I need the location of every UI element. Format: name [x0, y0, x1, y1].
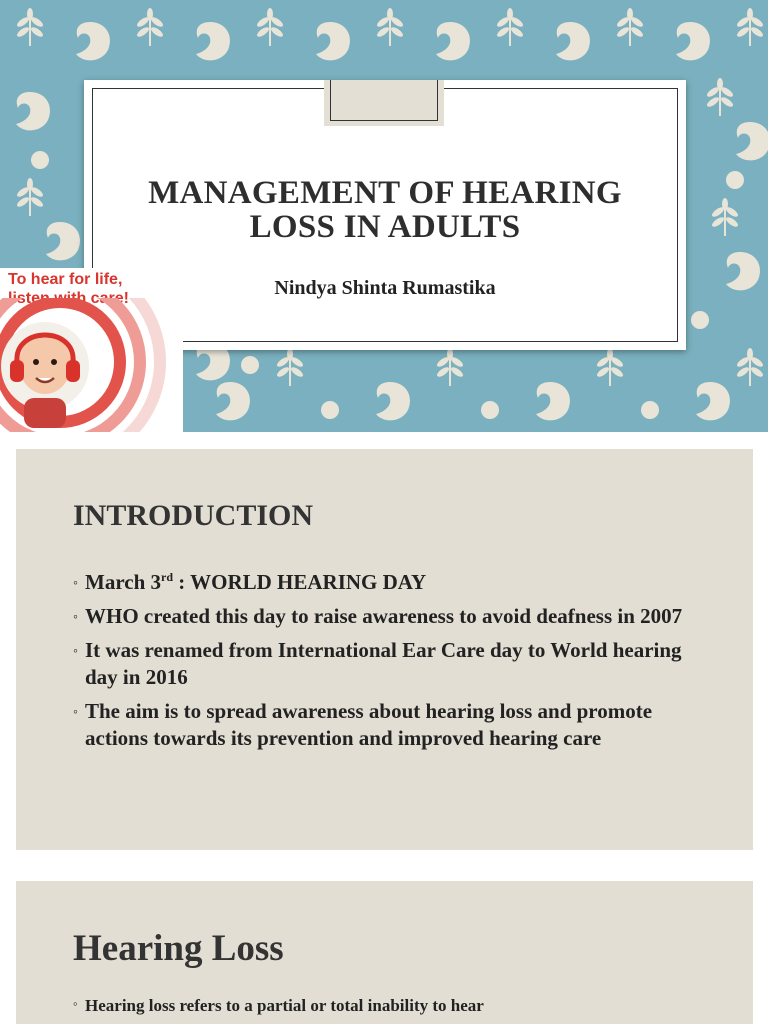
- headphone-left-icon: [10, 360, 24, 382]
- title-slide: [0, 0, 768, 432]
- introduction-bullet-list: [73, 569, 713, 759]
- bullet-marker-icon: ◦: [73, 610, 78, 625]
- slide-heading: Hearing Loss: [73, 928, 284, 969]
- presentation-author: Nindya Shinta Rumastika: [274, 277, 496, 299]
- bullet-marker-icon: ◦: [73, 705, 78, 720]
- promo-slogan: To hear for life, listen with care!: [8, 271, 129, 307]
- headphone-right-icon: [66, 360, 80, 382]
- slide-heading: INTRODUCTION: [73, 499, 314, 532]
- presentation-title: MANAGEMENT OF HEARING LOSS IN ADULTS: [148, 175, 622, 245]
- bullet-marker-icon: ◦: [73, 644, 78, 659]
- introduction-slide: [16, 449, 753, 850]
- list-item: ◦ Hearing loss refers to a partial or total inability to hear: [73, 996, 484, 1015]
- hearing-loss-slide: [16, 881, 753, 1024]
- list-item: ◦ The aim is to spread awareness about hearing loss and promote actions towards its prevention and improved hearing care: [73, 699, 653, 750]
- child-headphones-illustration: [0, 298, 183, 432]
- pattern-row-1: [16, 8, 765, 60]
- pattern-row-4: [196, 342, 764, 420]
- list-item: ◦ March 3rd : WORLD HEARING DAY: [73, 569, 713, 596]
- list-item: ◦ It was renamed from International Ear Care day to World hearing day in 2016: [73, 638, 682, 689]
- title-card-tab: [324, 80, 444, 126]
- hearing-day-promo-image: [0, 268, 183, 432]
- bullet-marker-icon: ◦: [73, 576, 78, 591]
- list-item: ◦ WHO created this day to raise awareness to avoid deafness in 2007: [73, 603, 713, 630]
- bullet-marker-icon: ◦: [73, 996, 78, 1011]
